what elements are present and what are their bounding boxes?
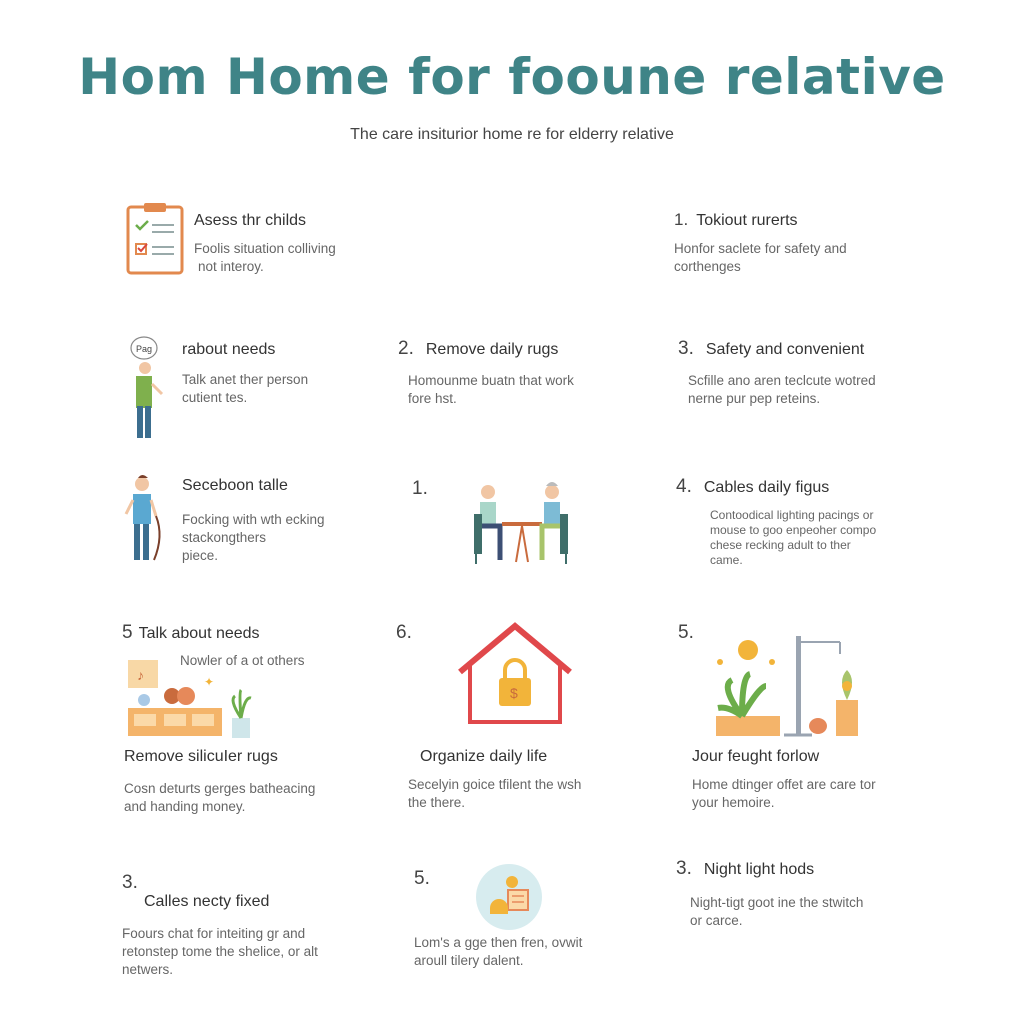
list-item [408,748,648,812]
list-item [414,922,654,970]
list-item [676,476,916,568]
svg-text:✦: ✦ [204,675,215,689]
list-item [182,341,382,407]
item-heading: 3. Night light hods [676,858,815,879]
item-heading: Seceboon talle [182,477,288,494]
item-heading: Jour feught forlow [692,748,820,765]
list-item [194,212,394,276]
item-description: Foolis situation colliving not interoy. [194,241,336,274]
item-description: Talk anet ther person cutient tes. [182,372,309,405]
item-description: Lom's a gge then fren, ovwit aroull tilery dalent. [414,935,583,968]
item-heading: 5 Talk about needs [122,622,260,643]
item-description: Night-tigt goot ine the stwitch or carce. [690,895,864,928]
list-item [182,477,382,565]
list-item [692,748,932,812]
item-heading: Asess thr childs [194,212,307,229]
item-heading: Organize daily life [420,748,548,765]
item-description: Foours chat for inteiting gr and retonstep tome the shelice, or alt netwers. [122,926,318,977]
list-item [674,210,924,276]
two-people-at-table-icon [466,478,576,568]
page-title: Hom Home for fooune relative [78,48,946,106]
step-number: 5. [678,622,694,643]
item-heading: 3. Safety and convenient [678,338,865,359]
person-walking-with-cane-icon [124,474,170,564]
item-description: Home dtinger offet are care tor your hemoire. [692,777,876,810]
clipboard-checklist-icon [126,202,186,276]
item-description: Cosn deturts gerges batheacing and handing money. [124,781,316,814]
step-number: 6. [396,622,412,643]
item-description: Nowler of a ot others [180,653,305,668]
step-number: 1. [412,478,428,499]
svg-text:Pag: Pag [136,344,153,354]
list-item [398,338,648,408]
item-description: Honfor saclete for safety and corthenges [674,241,847,274]
item-heading: rabout needs [182,341,276,358]
item-description: Secelyin goice tfilent the wsh the there. [408,777,582,810]
item-heading: 2. Remove daily rugs [398,338,559,359]
elderly-person-speaking-icon [126,334,176,442]
item-description: Homounme buatn that work fore hst. [408,373,574,406]
list-item [122,893,372,979]
step-number: 3. [122,872,138,893]
item-heading: 1. Tokiout rurerts [674,210,798,229]
item-heading: 4. Cables daily figus [676,476,830,497]
item-description: Contoodical lighting pacings or mouse to goo enpeoher compo chese recking adult to ther came. [710,508,877,567]
item-description: Scfille ano aren teclcute wotred nerne pur pep reteins. [688,373,876,406]
svg-text:♪: ♪ [137,667,144,683]
page-subtitle: The care insiturior home re for elderry relative [350,126,674,143]
house-lock-icon [456,622,574,726]
svg-text:$: $ [510,685,518,701]
step-number: 5. [414,868,430,889]
list-item [678,338,938,408]
kitchen-shelf-icon [124,656,260,740]
item-heading: Calles necty fixed [144,893,270,910]
item-description: Focking with wth ecking stackongthers piece. [182,512,325,563]
list-item [676,858,916,930]
item-heading: Remove silicuIer rugs [124,748,278,765]
list-item [124,748,364,816]
plants-and-lamp-icon [712,632,864,738]
